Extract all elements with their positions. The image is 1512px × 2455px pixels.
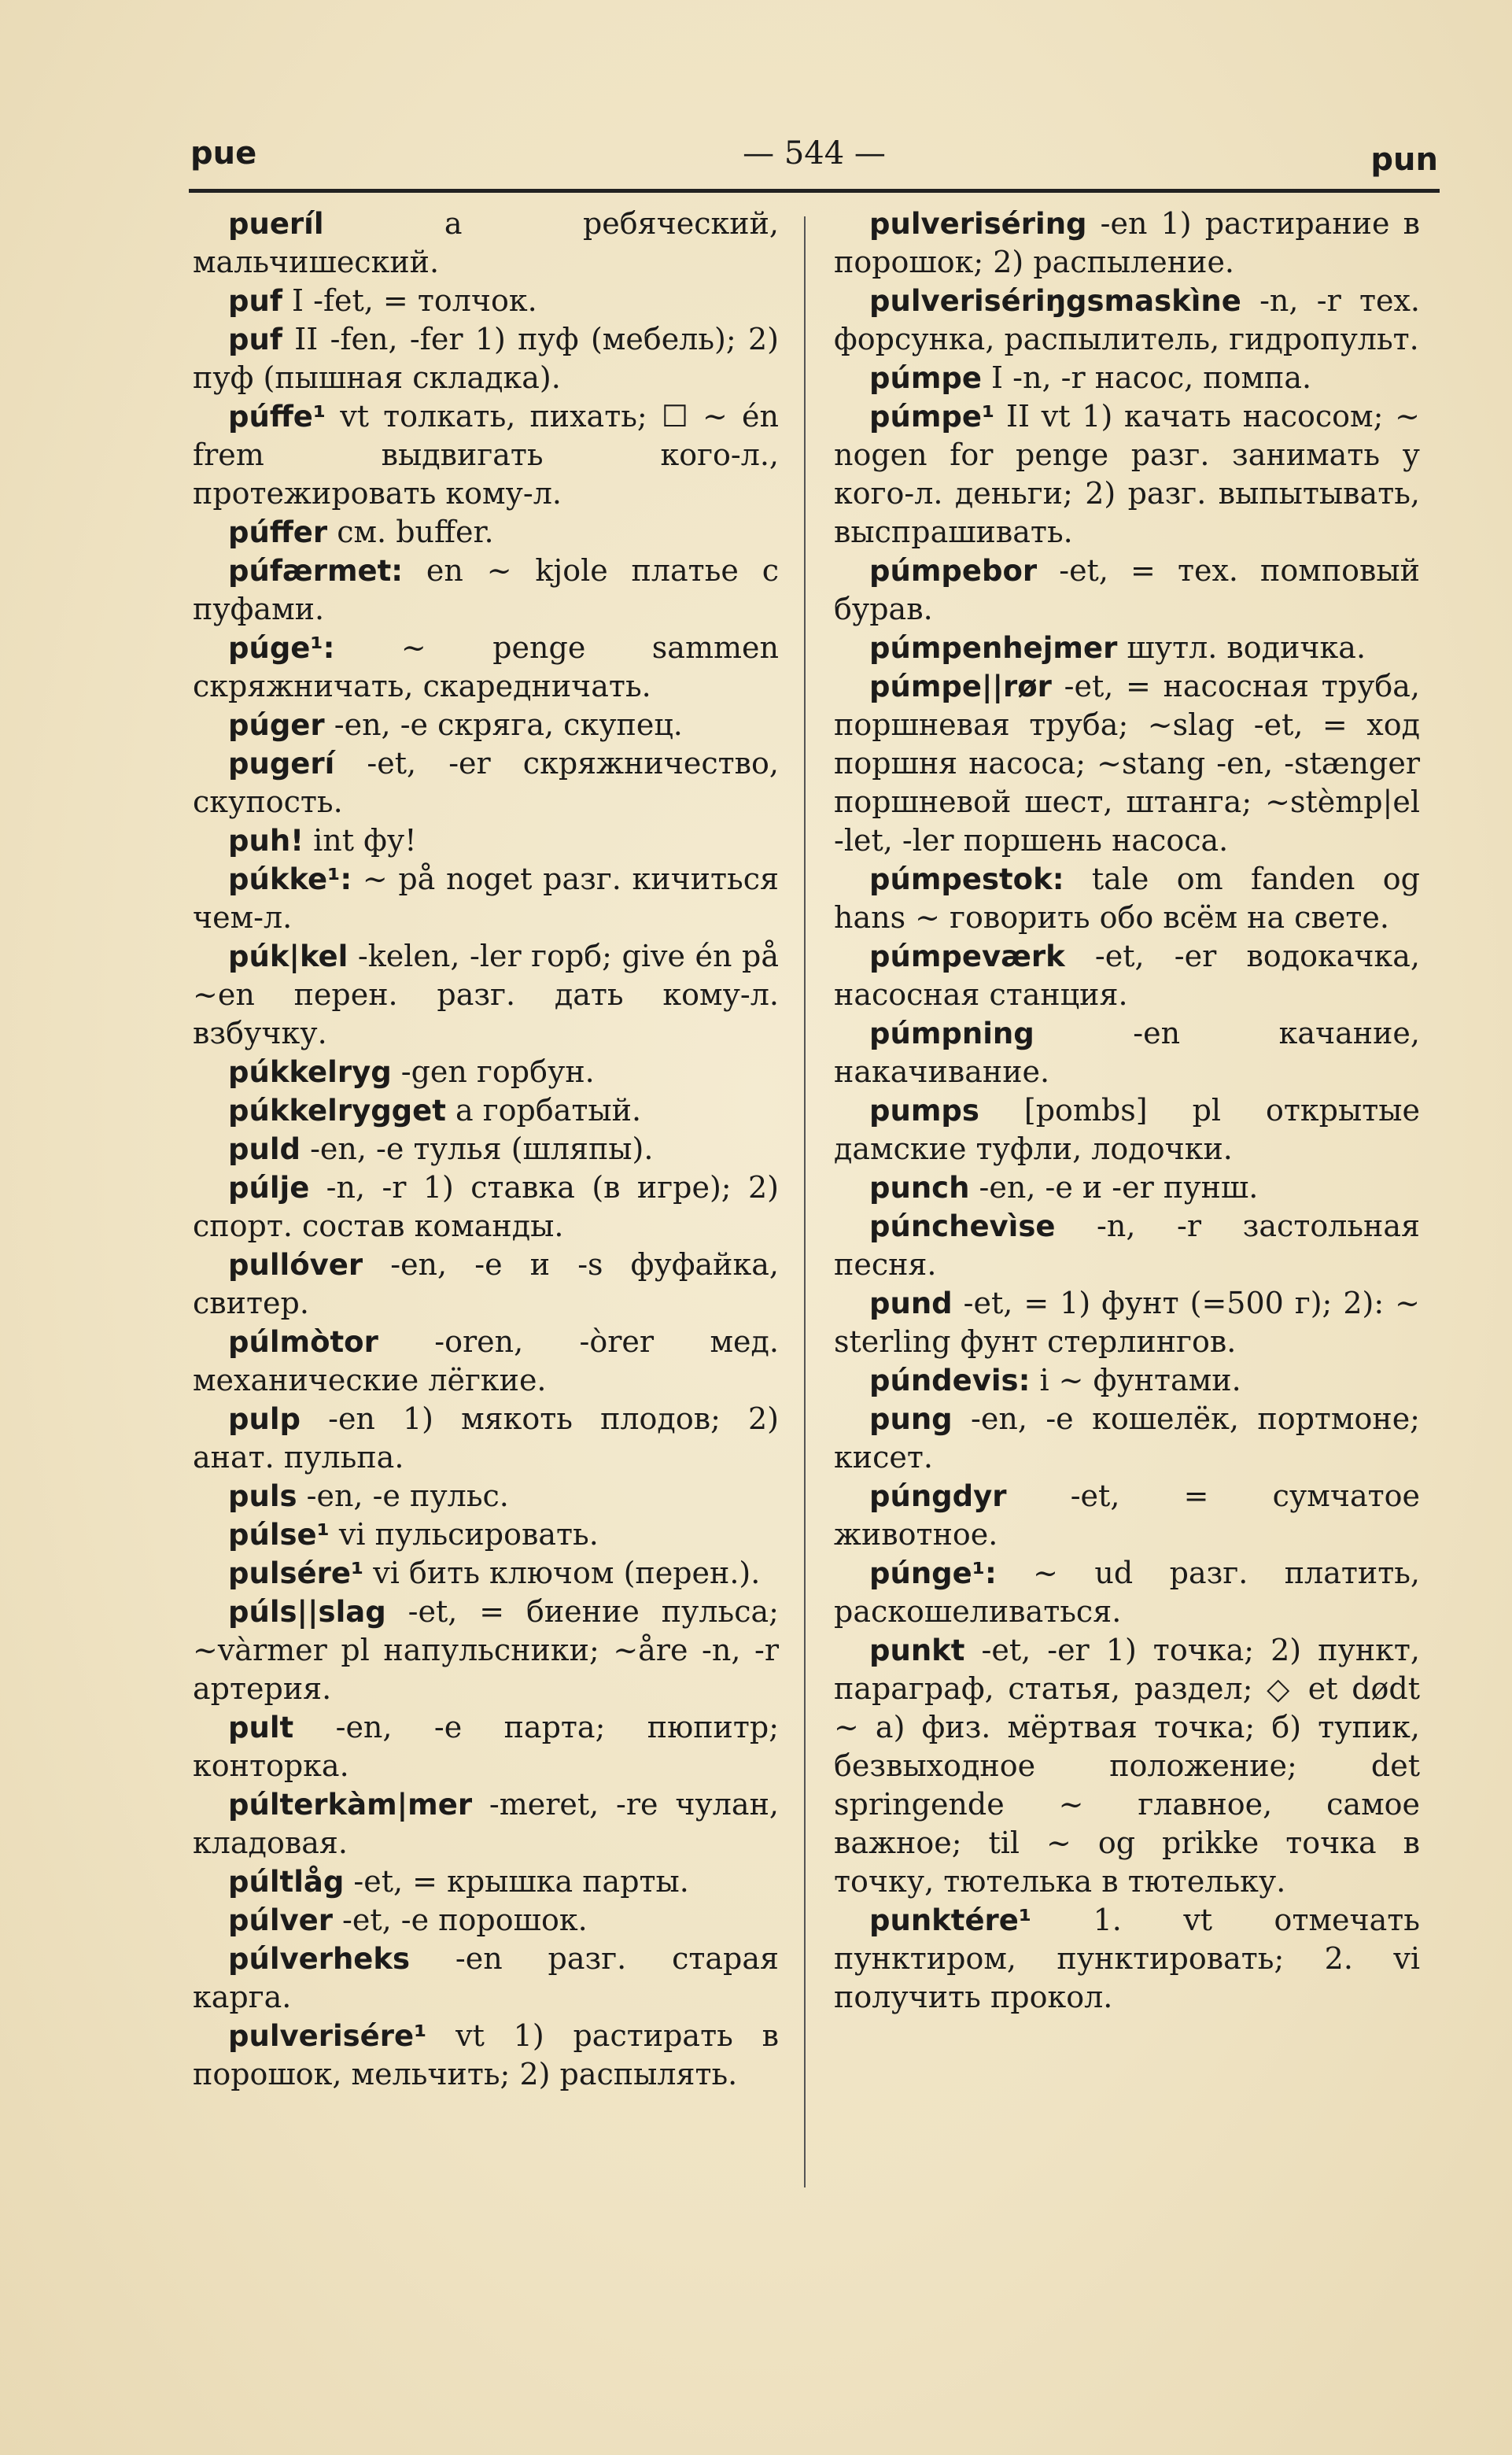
dictionary-entry <box>193 552 779 629</box>
entry-definition: -en, -e скряга, скупец. <box>324 707 683 742</box>
dictionary-entry <box>834 1901 1420 2017</box>
entry-definition: см. buffer. <box>327 515 494 549</box>
dictionary-entry <box>834 205 1420 282</box>
dictionary-entry <box>834 1361 1420 1400</box>
dictionary-entry <box>193 1554 779 1593</box>
entry-definition: -en, -e тулья (шляпы). <box>301 1132 654 1166</box>
entry-definition: vt толкать, пихать; ☐ ~ én frem выдвигать кого-л., протежировать кому-л. <box>193 399 779 511</box>
entry-headword: punkt <box>869 1634 965 1667</box>
entry-definition: -gen горбун. <box>391 1054 595 1089</box>
entry-headword: púmpe||rør <box>869 670 1052 703</box>
entry-headword: punch <box>869 1171 970 1205</box>
entry-headword: pulverisériŋgsmaskìne <box>869 284 1241 318</box>
entry-headword: puh! <box>228 824 304 858</box>
dictionary-entry <box>834 629 1420 667</box>
entry-headword: púngdyr <box>869 1479 1007 1513</box>
entry-definition: шутл. водичка. <box>1117 630 1366 665</box>
entry-headword: pullóver <box>228 1248 363 1282</box>
entry-definition: [pombs] pl открытые дамские туфли, лодочки. <box>834 1093 1420 1166</box>
dictionary-entry <box>193 1708 779 1785</box>
header-left-guide-word: pue <box>190 135 257 172</box>
dictionary-entry <box>193 2017 779 2094</box>
entry-definition: -et, -e порошок. <box>332 1903 588 1937</box>
entry-headword: púffe¹ <box>228 400 326 434</box>
dictionary-entry <box>193 706 779 744</box>
dictionary-entry <box>193 205 779 282</box>
entry-headword: pulsére¹ <box>228 1556 364 1590</box>
dictionary-entry <box>193 1130 779 1168</box>
right-column <box>834 205 1420 2017</box>
entry-headword: púmpning <box>869 1017 1034 1050</box>
entry-headword: púlterkàm|mer <box>228 1788 473 1822</box>
entry-headword: pund <box>869 1287 953 1320</box>
entry-definition: -en разг. старая карга. <box>193 1941 779 2014</box>
entry-headword: púlmòtor <box>228 1325 378 1359</box>
entry-definition: -en, -e и -s фуфайка, свитер. <box>193 1247 779 1320</box>
entry-definition: -en, -e кошелёк, портмоне; кисет. <box>834 1401 1420 1475</box>
dictionary-entry <box>193 1862 779 1901</box>
entry-headword: púffer <box>228 515 328 549</box>
dictionary-entry <box>193 1246 779 1323</box>
entry-definition: I -n, -r насос, помпа. <box>981 360 1312 395</box>
dictionary-entry <box>193 513 779 552</box>
page-header <box>190 135 1438 183</box>
entry-headword: púge¹: <box>228 631 335 665</box>
entry-headword: púlverheks <box>228 1942 411 1976</box>
dictionary-entry <box>834 1554 1420 1631</box>
entry-definition: tale om fanden og hans ~ говорить обо всём на свете. <box>834 862 1420 935</box>
dictionary-entry <box>834 282 1420 359</box>
entry-headword: pulveriséring <box>869 207 1087 241</box>
entry-definition: -en качание, накачивание. <box>834 1016 1420 1089</box>
dictionary-entry <box>834 1091 1420 1168</box>
entry-headword: púmpenhejmer <box>869 631 1118 665</box>
entry-headword: púfærmet: <box>228 554 404 588</box>
dictionary-entry <box>193 821 779 860</box>
entry-headword: púlver <box>228 1903 333 1937</box>
entry-definition: vi пульсировать. <box>329 1517 599 1552</box>
entry-headword: púger <box>228 708 325 742</box>
entry-definition: -en 1) мякоть плодов; 2) анат. пульпа. <box>193 1401 779 1475</box>
entry-definition: -et, = биение пульса; ~vàrmer pl напульсники; ~åre -n, -r артерия. <box>193 1594 779 1706</box>
page-number: — 544 — <box>743 135 886 172</box>
entry-headword: punktére¹ <box>869 1903 1032 1937</box>
entry-headword: púlse¹ <box>228 1518 330 1552</box>
entry-definition: I -fet, = толчок. <box>282 283 537 318</box>
entry-headword: púkke¹: <box>228 862 352 896</box>
dictionary-entry <box>834 1207 1420 1284</box>
dictionary-entry <box>834 1014 1420 1091</box>
entry-headword: puf <box>228 284 282 318</box>
entry-headword: pung <box>869 1402 953 1436</box>
entry-definition: -et, = 1) фунт (=500 г); 2): ~ sterling фунт стерлингов. <box>834 1286 1420 1359</box>
dictionary-entry <box>193 1901 779 1940</box>
entry-definition: i ~ фунтами. <box>1030 1363 1241 1397</box>
entry-definition: II -fen, -fer 1) пуф (мебель); 2) пуф (пышная складка). <box>193 322 779 395</box>
entry-headword: púltlåg <box>228 1865 345 1899</box>
entry-definition: -en 1) растирание в порошок; 2) распыление. <box>834 206 1420 279</box>
entry-headword: púnge¹: <box>869 1556 997 1590</box>
entry-definition: ~ ud разг. платить, раскошеливаться. <box>834 1556 1420 1629</box>
entry-headword: pumps <box>869 1094 979 1128</box>
dictionary-entry <box>834 667 1420 860</box>
header-right-guide-word: pun <box>1370 142 1438 178</box>
entry-definition: -et, = крышка парты. <box>344 1864 689 1899</box>
dictionary-entry <box>193 744 779 821</box>
dictionary-entry <box>193 937 779 1053</box>
dictionary-entry <box>193 320 779 397</box>
entry-definition: en ~ kjole платье с пуфами. <box>193 553 779 626</box>
entry-headword: puld <box>228 1132 301 1166</box>
dictionary-entry <box>193 1400 779 1477</box>
dictionary-entry <box>834 1284 1420 1361</box>
entry-headword: púmpe¹ <box>869 400 995 434</box>
entry-headword: pult <box>228 1711 294 1744</box>
dictionary-entry <box>834 359 1420 397</box>
entry-definition: vi бить ключом (перен.). <box>363 1556 761 1590</box>
column-divider <box>804 216 806 2187</box>
dictionary-entry <box>193 1053 779 1091</box>
entry-definition: -meret, -re чулан, кладовая. <box>193 1787 779 1860</box>
entry-headword: púkkelryg <box>228 1055 392 1089</box>
dictionary-entry <box>834 552 1420 629</box>
entry-headword: puf <box>228 323 282 356</box>
entry-headword: pugerí <box>228 747 335 781</box>
dictionary-entry <box>193 1515 779 1554</box>
entry-headword: púmpebor <box>869 554 1038 588</box>
dictionary-entry <box>193 1593 779 1708</box>
dictionary-entry <box>193 1940 779 2017</box>
entry-definition: -en, -e парта; пюпитр; конторка. <box>193 1710 779 1783</box>
dictionary-entry <box>834 1400 1420 1477</box>
entry-definition: -et, = насосная труба, поршневая труба; ~slag -et, = ход поршня насоса; ~stang -en, -stænger поршневой шест, штанга; ~stèmp|el -let, -ler поршень насоса. <box>834 669 1420 858</box>
entry-headword: púndevis: <box>869 1364 1031 1397</box>
entry-definition: a горбатый. <box>445 1093 642 1128</box>
entry-definition: -et, -er 1) точка; 2) пункт, параграф, статья, раздел; ◇ et dødt ~ а) физ. мёртвая точка; б) тупик, безвыходное положение; det springende ~ главное, самое важное; til ~ og prikke точка в точку, тютелька в тютельку. <box>834 1633 1420 1899</box>
dictionary-entry <box>834 860 1420 937</box>
dictionary-entry <box>834 397 1420 552</box>
entry-definition: -et, = сумчатое животное. <box>834 1479 1420 1552</box>
entry-definition: ~ penge sammen скряжничать, скаредничать. <box>193 630 779 703</box>
entry-headword: puls <box>228 1479 297 1513</box>
entry-headword: púmpe <box>869 361 982 395</box>
entry-definition: vt 1) растирать в порошок, мельчить; 2) распылять. <box>193 2018 779 2091</box>
entry-definition: -n, -r 1) ставка (в игре); 2) спорт. состав команды. <box>193 1170 779 1243</box>
dictionary-entry <box>193 1477 779 1515</box>
dictionary-entry <box>193 1785 779 1862</box>
entry-definition: -oren, -òrer мед. механические лёгкие. <box>193 1324 779 1397</box>
entry-definition: II vt 1) качать насосом; ~ nogen for penge разг. занимать у кого-л. деньги; 2) разг. выпытывать, выспрашивать. <box>834 399 1420 549</box>
entry-headword: pulverisére¹ <box>228 2019 427 2053</box>
dictionary-entry <box>193 629 779 706</box>
entry-headword: púmpeværk <box>869 940 1065 973</box>
header-rule <box>189 189 1440 193</box>
dictionary-entry <box>193 860 779 937</box>
entry-definition: -en, -e пульс. <box>297 1479 509 1513</box>
dictionary-entry <box>834 937 1420 1014</box>
entry-definition: -n, -r застольная песня. <box>834 1209 1420 1282</box>
entry-headword: pueríl <box>228 207 324 241</box>
left-column <box>193 205 779 2094</box>
dictionary-entry <box>193 1168 779 1246</box>
entry-definition: ~ på noget разг. кичиться чем-л. <box>193 862 779 935</box>
entry-headword: púkkelrygget <box>228 1094 446 1128</box>
dictionary-entry <box>193 1323 779 1400</box>
entry-headword: púk|kel <box>228 940 348 973</box>
entry-definition: -en, -e и -er пунш. <box>969 1170 1259 1205</box>
entry-headword: púlje <box>228 1171 310 1205</box>
entry-definition: -n, -r тех. форсунка, распылитель, гидропульт. <box>834 283 1420 356</box>
dictionary-entry <box>834 1631 1420 1901</box>
entry-definition: -et, -er водокачка, насосная станция. <box>834 939 1420 1012</box>
dictionary-entry <box>193 282 779 320</box>
entry-definition: int фу! <box>304 823 417 858</box>
entry-headword: púnchevìse <box>869 1209 1056 1243</box>
dictionary-entry <box>193 1091 779 1130</box>
dictionary-entry <box>193 397 779 513</box>
entry-headword: pulp <box>228 1402 301 1436</box>
entry-headword: púmpestok: <box>869 862 1064 896</box>
dictionary-entry <box>834 1477 1420 1554</box>
dictionary-entry <box>834 1168 1420 1207</box>
entry-definition: -et, -er скряжничество, скупость. <box>193 746 779 819</box>
entry-definition: a ребяческий, мальчишеский. <box>193 206 779 279</box>
entry-definition: -kelen, -ler горб; give én på ~en перен. разг. дать кому-л. взбучку. <box>193 939 779 1050</box>
entry-headword: púls||slag <box>228 1595 386 1629</box>
entry-definition: -et, = тех. помповый бурав. <box>834 553 1420 626</box>
entry-definition: 1. vt отмечать пунктиром, пунктировать; 2. vi получить прокол. <box>834 1903 1420 2014</box>
